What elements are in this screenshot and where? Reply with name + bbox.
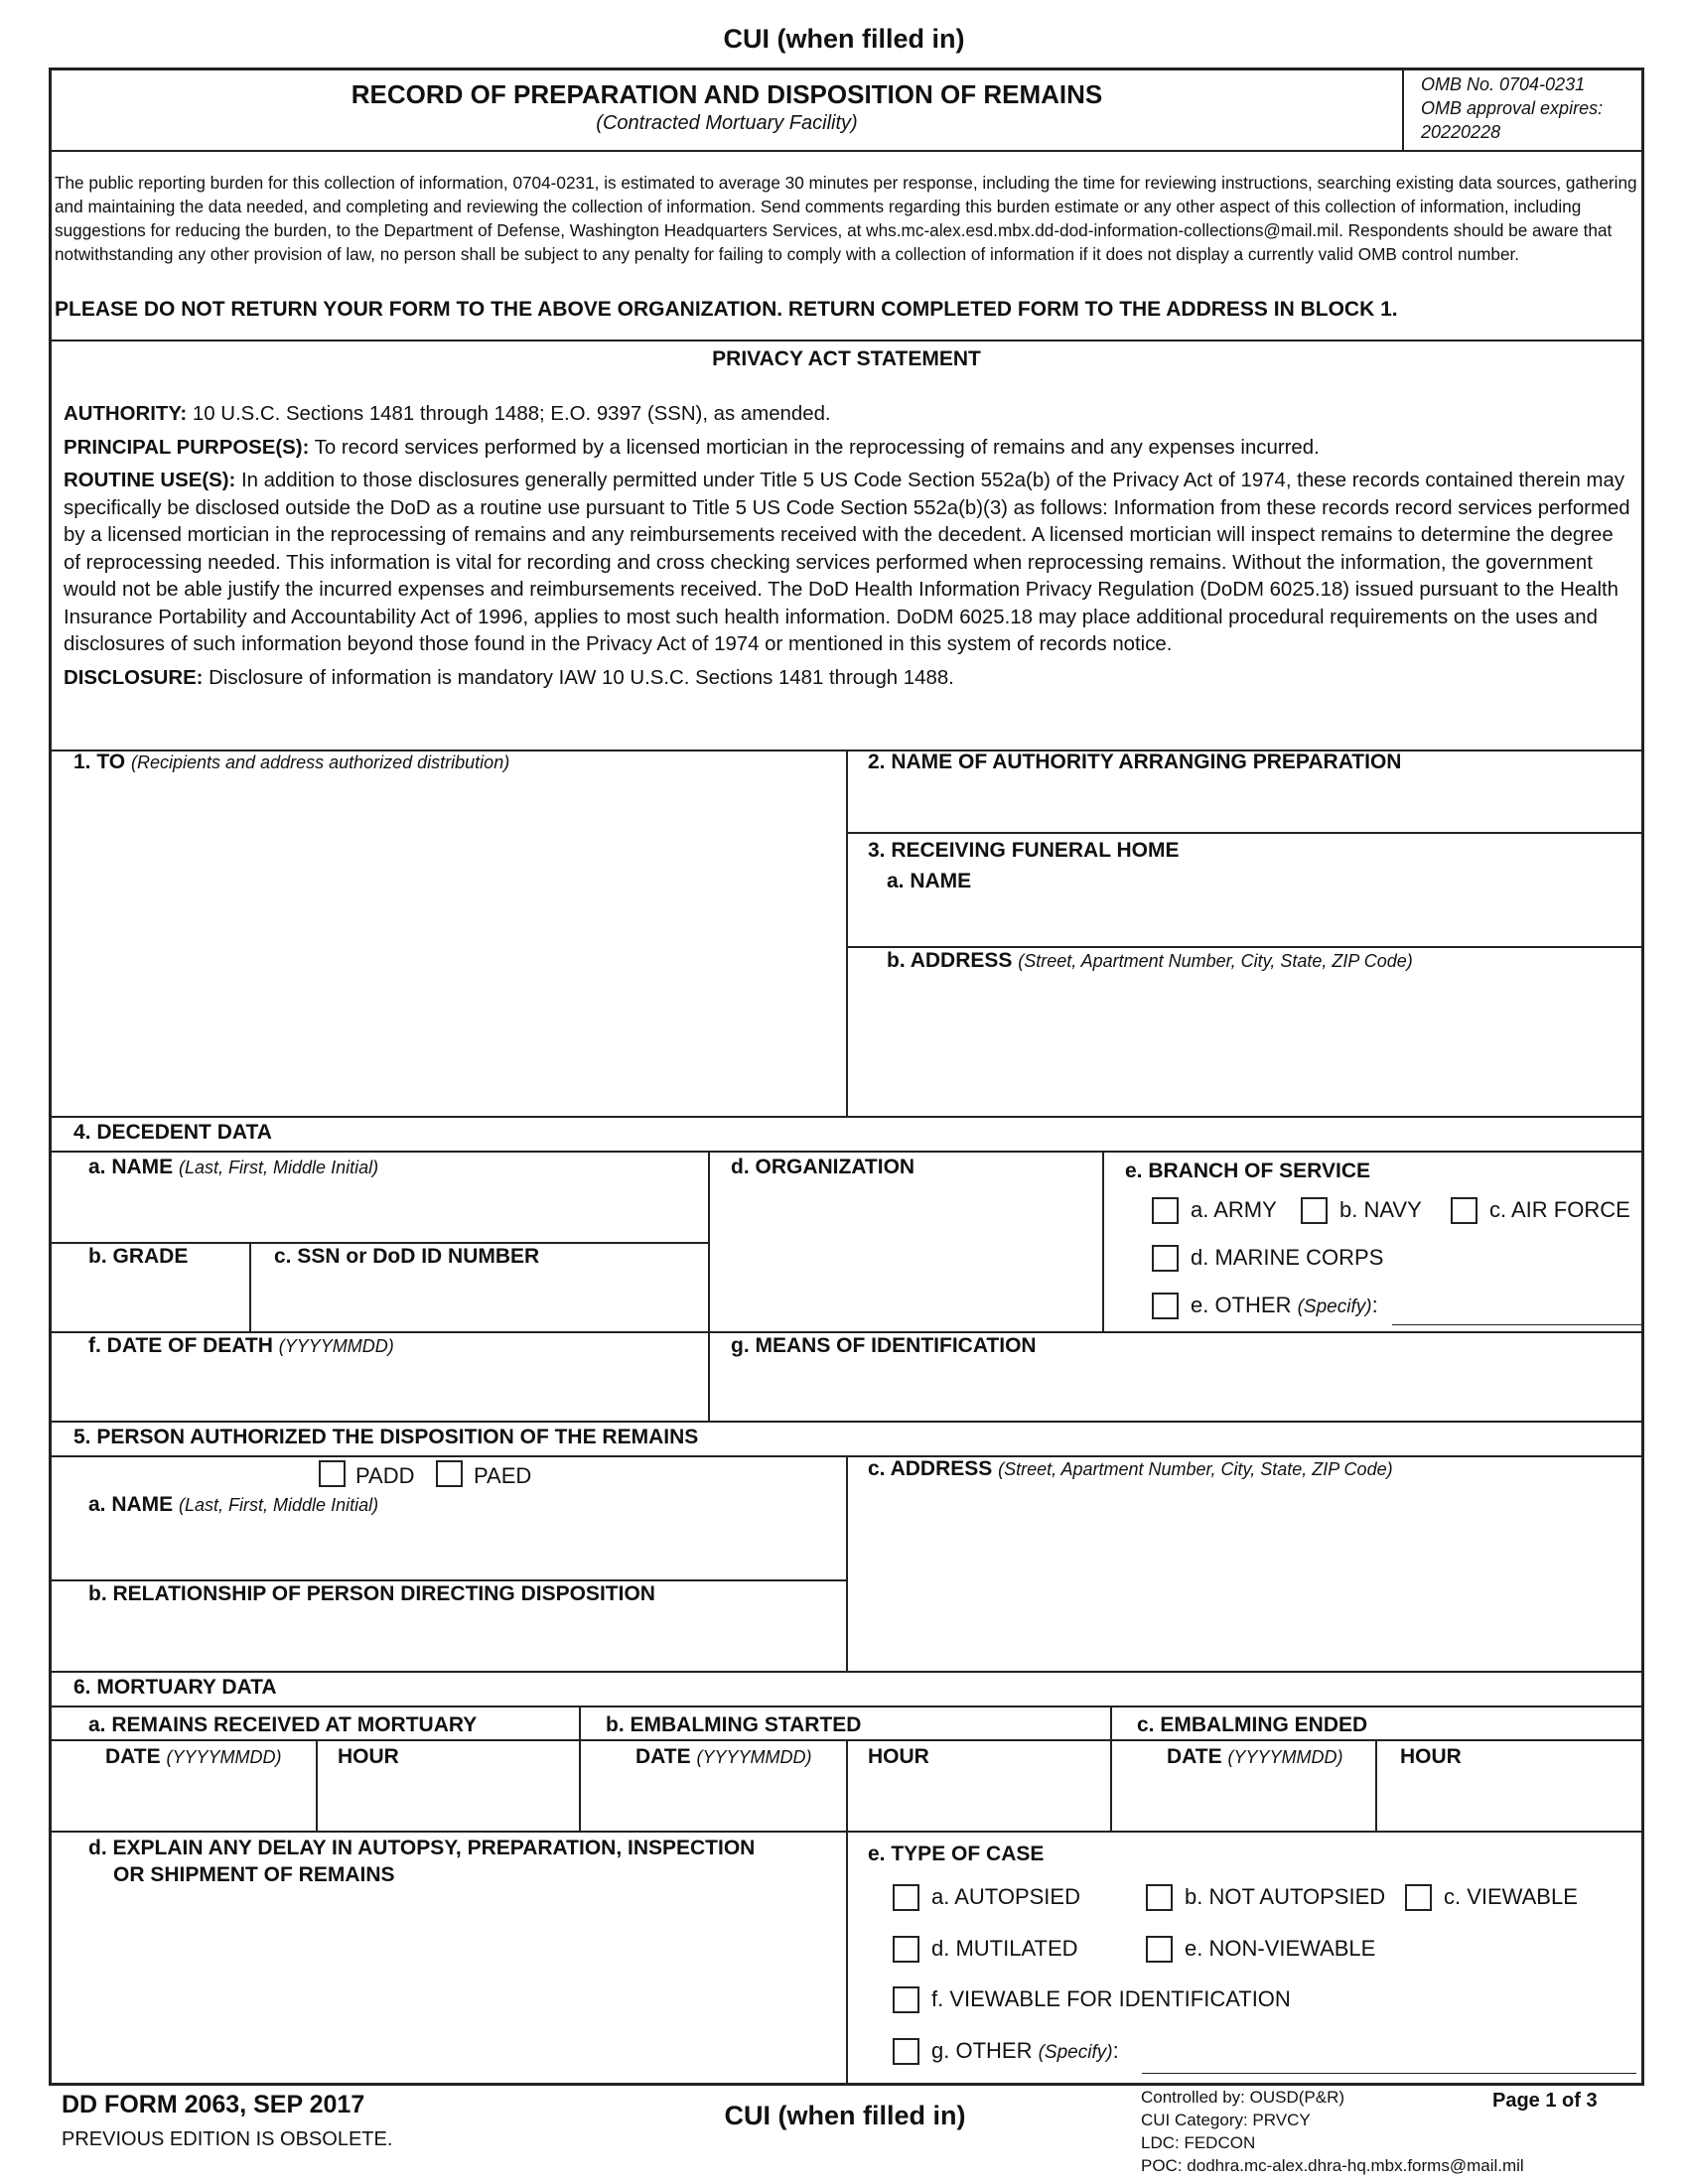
block5a-bottom-line (50, 1579, 846, 1581)
viewable-for-id-label: f. VIEWABLE FOR IDENTIFICATION (931, 1986, 1291, 2011)
non-viewable-label: e. NON-VIEWABLE (1185, 1936, 1376, 1961)
privacy-heading: PRIVACY ACT STATEMENT (712, 347, 981, 370)
block2-bottom-line (846, 832, 1643, 834)
block4d-label: d. ORGANIZATION (731, 1156, 915, 1178)
funeral-home-name-field[interactable] (887, 900, 1635, 938)
block4-divider-left (708, 1151, 710, 1421)
block1-label: 1. TO (Recipients and address authorized distribution) (73, 751, 510, 773)
padd-checkbox[interactable] (319, 1460, 346, 1487)
omb-expires-date: 20220228 (1421, 122, 1501, 142)
controlled-by: Controlled by: OUSD(P&R) (1141, 2088, 1345, 2107)
padd-label: PADD (355, 1463, 415, 1488)
block4a-bottom-line (50, 1242, 708, 1244)
cui-marking-bottom: CUI (when filled in) (724, 2101, 966, 2130)
block5-label: 5. PERSON AUTHORIZED THE DISPOSITION OF THE REMAINS (73, 1426, 699, 1448)
start-date-label: DATE (YYYYMMDD) (635, 1745, 812, 1768)
army-label: a. ARMY (1191, 1197, 1277, 1222)
air-force-label: c. AIR FORCE (1489, 1197, 1630, 1222)
authority-text: 10 U.S.C. Sections 1481 through 1488; E.O. 9397 (SSN), as amended. (192, 403, 831, 425)
block3a-label: a. NAME (887, 870, 972, 892)
return-notice: PLEASE DO NOT RETURN YOUR FORM TO THE ABOVE ORGANIZATION. RETURN COMPLETED FORM TO THE ADDRESS IN BLOCK 1. (55, 298, 1398, 321)
block6a-label: a. REMAINS RECEIVED AT MORTUARY (88, 1713, 478, 1736)
burden-statement: The public reporting burden for this collection of information, 0704-0231, is estimated to average 30 minutes per response, including the time for reviewing instructions, searching existing data sources, gathering and maintaining the data needed, and completing and reviewing the collection of information. Send comments regarding this burden estimate or any other aspect of this collection of information, including suggestions for reducing the burden, to the Department of Defense, Washington Headquarters Services, at whs.mc-alex.esd.mbx.dd-dod-information-collections@mail.mil. Respondents should be aware that notwithstanding any other provision of law, no person shall be subject to any penalty for failing to comply with a collection of information if it does not display a currently valid OMB control number. (55, 173, 1637, 264)
block6-col-divider-1 (579, 1706, 581, 1832)
header-bottom-line (50, 150, 1643, 152)
viewable-label: c. VIEWABLE (1444, 1884, 1578, 1909)
block3b-label: b. ADDRESS (Street, Apartment Number, City, State, ZIP Code) (887, 949, 1413, 972)
other-case-label: g. OTHER (Specify): (931, 2038, 1119, 2063)
end-hour-label: HOUR (1400, 1745, 1462, 1768)
other-case-specify-field[interactable] (1142, 2041, 1636, 2074)
mutilated-checkbox[interactable] (893, 1936, 919, 1963)
privacy-body (64, 401, 1632, 692)
block3-label: 3. RECEIVING FUNERAL HOME (868, 839, 1180, 862)
paed-checkbox[interactable] (436, 1460, 463, 1487)
form-title: RECORD OF PREPARATION AND DISPOSITION OF REMAINS (351, 79, 1103, 109)
army-checkbox[interactable] (1152, 1197, 1179, 1224)
block4-label: 4. DECEDENT DATA (73, 1121, 272, 1144)
embalm-end-hour-field[interactable] (1387, 1781, 1634, 1823)
embalm-start-hour-field[interactable] (858, 1781, 1105, 1823)
block1-divider (846, 750, 848, 1116)
marine-corps-label: d. MARINE CORPS (1191, 1245, 1384, 1270)
delay-explanation-field[interactable] (64, 1896, 840, 2079)
form-id: DD FORM 2063, SEP 2017 (62, 2091, 365, 2118)
paed-label: PAED (474, 1463, 532, 1488)
disclosure-label: DISCLOSURE: (64, 666, 204, 689)
received-date-label: DATE (YYYYMMDD) (105, 1745, 282, 1768)
block5b-label: b. RELATIONSHIP OF PERSON DIRECTING DISPOSITION (88, 1582, 655, 1605)
autopsied-label: a. AUTOPSIED (931, 1884, 1080, 1909)
block4b-divider (249, 1242, 251, 1332)
authority-arranging-field[interactable] (868, 784, 1636, 826)
embalm-start-date-field[interactable] (591, 1781, 841, 1823)
block4e-label: e. BRANCH OF SERVICE (1125, 1160, 1370, 1182)
funeral-home-address-field[interactable] (887, 979, 1635, 1112)
ldc: LDC: FEDCON (1141, 2133, 1256, 2152)
marine-corps-checkbox[interactable] (1152, 1245, 1179, 1272)
purpose-text: To record services performed by a licensed mortician in the reprocessing of remains and any expenses incurred. (314, 436, 1320, 459)
block6d-label-line2: OR SHIPMENT OF REMAINS (113, 1863, 395, 1886)
block4-bottom-line (50, 1421, 1643, 1423)
to-recipients-field[interactable] (64, 780, 840, 1112)
block4a-label: a. NAME (Last, First, Middle Initial) (88, 1156, 379, 1178)
authorizing-person-address-field[interactable] (868, 1489, 1636, 1667)
air-force-checkbox[interactable] (1451, 1197, 1477, 1224)
poc: POC: dodhra.mc-alex.dhra-hq.mbx.forms@mail.mil (1141, 2156, 1524, 2175)
mutilated-label: d. MUTILATED (931, 1936, 1078, 1961)
cui-marking-top: CUI (when filled in) (723, 24, 965, 54)
start-hour-label: HOUR (868, 1745, 929, 1768)
received-date-hour-divider (316, 1739, 318, 1832)
disclosure-text: Disclosure of information is mandatory IAW 10 U.S.C. Sections 1481 through 1488. (209, 666, 954, 689)
omb-expires-label: OMB approval expires: (1421, 98, 1604, 118)
other-case-checkbox[interactable] (893, 2038, 919, 2065)
purpose-label: PRINCIPAL PURPOSE(S): (64, 436, 310, 459)
omb-number: OMB No. 0704-0231 (1421, 74, 1586, 94)
block4b-label: b. GRADE (88, 1245, 189, 1268)
received-hour-field[interactable] (328, 1781, 575, 1823)
block3a-bottom-line (846, 946, 1643, 948)
block6c-label: c. EMBALMING ENDED (1137, 1713, 1368, 1736)
block4g-label: g. MEANS OF IDENTIFICATION (731, 1334, 1037, 1357)
block4-mid-line (50, 1331, 1643, 1333)
other-branch-checkbox[interactable] (1152, 1293, 1179, 1319)
decedent-grade-field[interactable] (88, 1281, 246, 1322)
header-divider (1402, 69, 1404, 151)
viewable-checkbox[interactable] (1405, 1884, 1432, 1911)
block4f-label: f. DATE OF DEATH (YYYYMMDD) (88, 1334, 394, 1357)
end-date-hour-divider (1375, 1739, 1377, 1832)
block6-header-line (50, 1706, 1643, 1707)
not-autopsied-label: b. NOT AUTOPSIED (1185, 1884, 1386, 1909)
viewable-for-id-checkbox[interactable] (893, 1986, 919, 2013)
navy-checkbox[interactable] (1301, 1197, 1328, 1224)
decedent-name-field[interactable] (88, 1191, 702, 1233)
block6e-label: e. TYPE OF CASE (868, 1843, 1045, 1865)
embalm-end-date-field[interactable] (1122, 1781, 1370, 1823)
authorizing-person-name-field[interactable] (88, 1529, 840, 1570)
decedent-ssn-field[interactable] (274, 1281, 703, 1322)
means-of-identification-field[interactable] (731, 1370, 1633, 1412)
block6-lower-divider (846, 1831, 848, 2084)
burden-bottom-line (50, 340, 1643, 341)
decedent-organization-field[interactable] (731, 1187, 1098, 1328)
navy-label: b. NAVY (1339, 1197, 1422, 1222)
block6-col-divider-2 (1110, 1706, 1112, 1832)
not-autopsied-checkbox[interactable] (1146, 1884, 1173, 1911)
start-date-hour-divider (846, 1739, 848, 1832)
block4-header-line (50, 1151, 1643, 1153)
end-date-label: DATE (YYYYMMDD) (1167, 1745, 1343, 1768)
block2-label: 2. NAME OF AUTHORITY ARRANGING PREPARATION (868, 751, 1402, 773)
other-branch-label: e. OTHER (Specify): (1191, 1293, 1378, 1317)
date-of-death-field[interactable] (88, 1370, 702, 1412)
block6-label: 6. MORTUARY DATA (73, 1676, 277, 1699)
authority-label: AUTHORITY: (64, 403, 188, 425)
block4-divider-right (1102, 1151, 1104, 1332)
form-subtitle: (Contracted Mortuary Facility) (596, 112, 858, 134)
routine-use-text: In addition to those disclosures generally permitted under Title 5 US Code Section 552a(b) of the Privacy Act of 1974, these records contained therein may specifically be disclosed outside the DoD as a routine use pursuant to Title 5 US Code Section 552a(b)(3) as follows: Information from these records record services performed by a licensed mortician in the reprocessing of remains and any reimbursements received with the decedent. A licensed mortician will inspect remains to determine the degree of reprocessing needed. This information is vital for recording and cross checking services performed when reprocessing remains. Without the information, the government would not be able justify the incurred expenses and reimbursements received. The DoD Health Information Privacy Regulation (DoDM 6025.18) issued pursuant to the Health Insurance Portability and Accountability Act of 1996, applies to most such health information. DoDM 6025.18 may place additional procedural requirements on the uses and disclosures of such information beyond those found in the Privacy Act of 1974 or mentioned in this system of records notice. (64, 470, 1630, 655)
cui-category: CUI Category: PRVCY (1141, 2111, 1311, 2129)
block3-bottom-line (50, 1116, 1643, 1118)
other-branch-specify-field[interactable] (1392, 1293, 1644, 1325)
relationship-field[interactable] (88, 1616, 840, 1658)
block4c-label: c. SSN or DoD ID NUMBER (274, 1245, 540, 1268)
received-hour-label: HOUR (338, 1745, 399, 1768)
block6b-label: b. EMBALMING STARTED (606, 1713, 862, 1736)
block5a-label: a. NAME (Last, First, Middle Initial) (88, 1493, 379, 1516)
page-number: Page 1 of 3 (1492, 2090, 1598, 2112)
block6d-label-line1: d. EXPLAIN ANY DELAY IN AUTOPSY, PREPARATION, INSPECTION (88, 1837, 756, 1859)
received-date-field[interactable] (64, 1781, 312, 1823)
block5c-label: c. ADDRESS (Street, Apartment Number, City, State, ZIP Code) (868, 1457, 1393, 1480)
routine-use-label: ROUTINE USE(S): (64, 470, 236, 491)
block5-divider (846, 1455, 848, 1671)
autopsied-checkbox[interactable] (893, 1884, 919, 1911)
previous-edition-notice: PREVIOUS EDITION IS OBSOLETE. (62, 2128, 393, 2150)
non-viewable-checkbox[interactable] (1146, 1936, 1173, 1963)
block5-bottom-line (50, 1671, 1643, 1673)
